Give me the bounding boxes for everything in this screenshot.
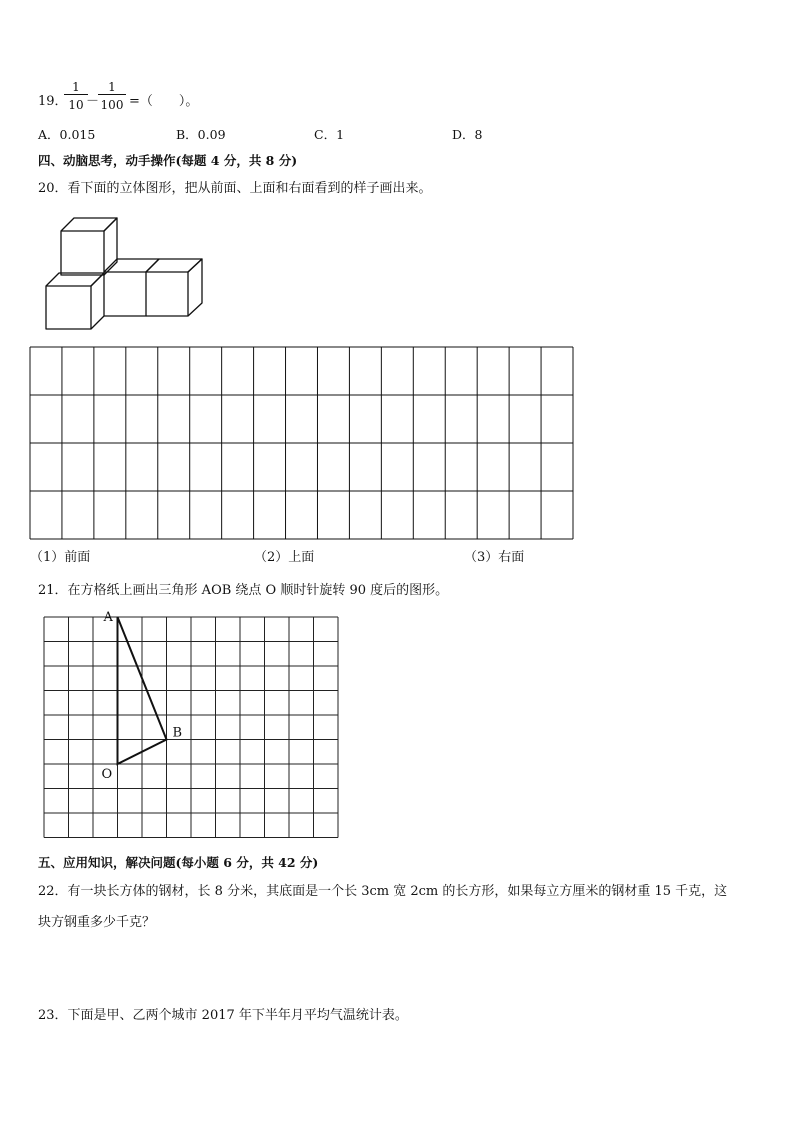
label-top-view: （2）上面 — [254, 550, 315, 565]
q21-square-grid[interactable] — [44, 610, 338, 838]
vertex-label-a: A — [103, 610, 113, 625]
option-a: A．0.015 — [38, 127, 96, 142]
q19-minus-sign: － — [86, 94, 100, 109]
q19-equals-blank: =（ ）。 — [129, 94, 199, 109]
section-5-heading: 五、应用知识，解决问题(每小题 6 分，共 42 分) — [38, 855, 319, 870]
q19-fraction-2 — [98, 80, 126, 112]
label-right-view: （3）右面 — [464, 550, 525, 565]
fraction-numerator: 1 — [72, 80, 80, 94]
q19-number: 19． — [38, 94, 68, 109]
vertex-label-o: O — [101, 767, 113, 782]
section-4-heading: 四、动脑思考，动手操作(每题 4 分，共 8 分) — [38, 153, 298, 168]
fraction-denominator: 100 — [98, 94, 126, 112]
q20-drawing-grid[interactable] — [30, 347, 573, 539]
fraction-denominator: 10 — [64, 94, 88, 112]
q22-text-line2: 块方钢重多少千克？ — [38, 915, 156, 930]
q22-text-line1: 22．有一块长方体的钢材，长 8 分米，其底面是一个长 3cm 宽 2cm 的长方形，如果每立方厘米的钢材重 15 千克，这 — [38, 884, 728, 899]
vertex-label-b: B — [172, 725, 183, 741]
label-front-view: （1）前面 — [30, 550, 91, 565]
option-b: B．0.09 — [176, 127, 226, 142]
fraction-numerator: 1 — [108, 80, 116, 94]
q23-text: 23．下面是甲、乙两个城市 2017 年下半年月平均气温统计表。 — [38, 1008, 408, 1023]
q21-text: 21．在方格纸上画出三角形 AOB 绕点 O 顺时针旋转 90 度后的图形。 — [38, 583, 449, 598]
cube-figure — [44, 215, 214, 335]
option-d: D．8 — [452, 127, 483, 142]
q19-fraction-1 — [64, 80, 88, 112]
q20-text: 20．看下面的立体图形，把从前面、上面和右面看到的样子画出来。 — [38, 181, 432, 196]
option-c: C．1 — [314, 127, 345, 142]
